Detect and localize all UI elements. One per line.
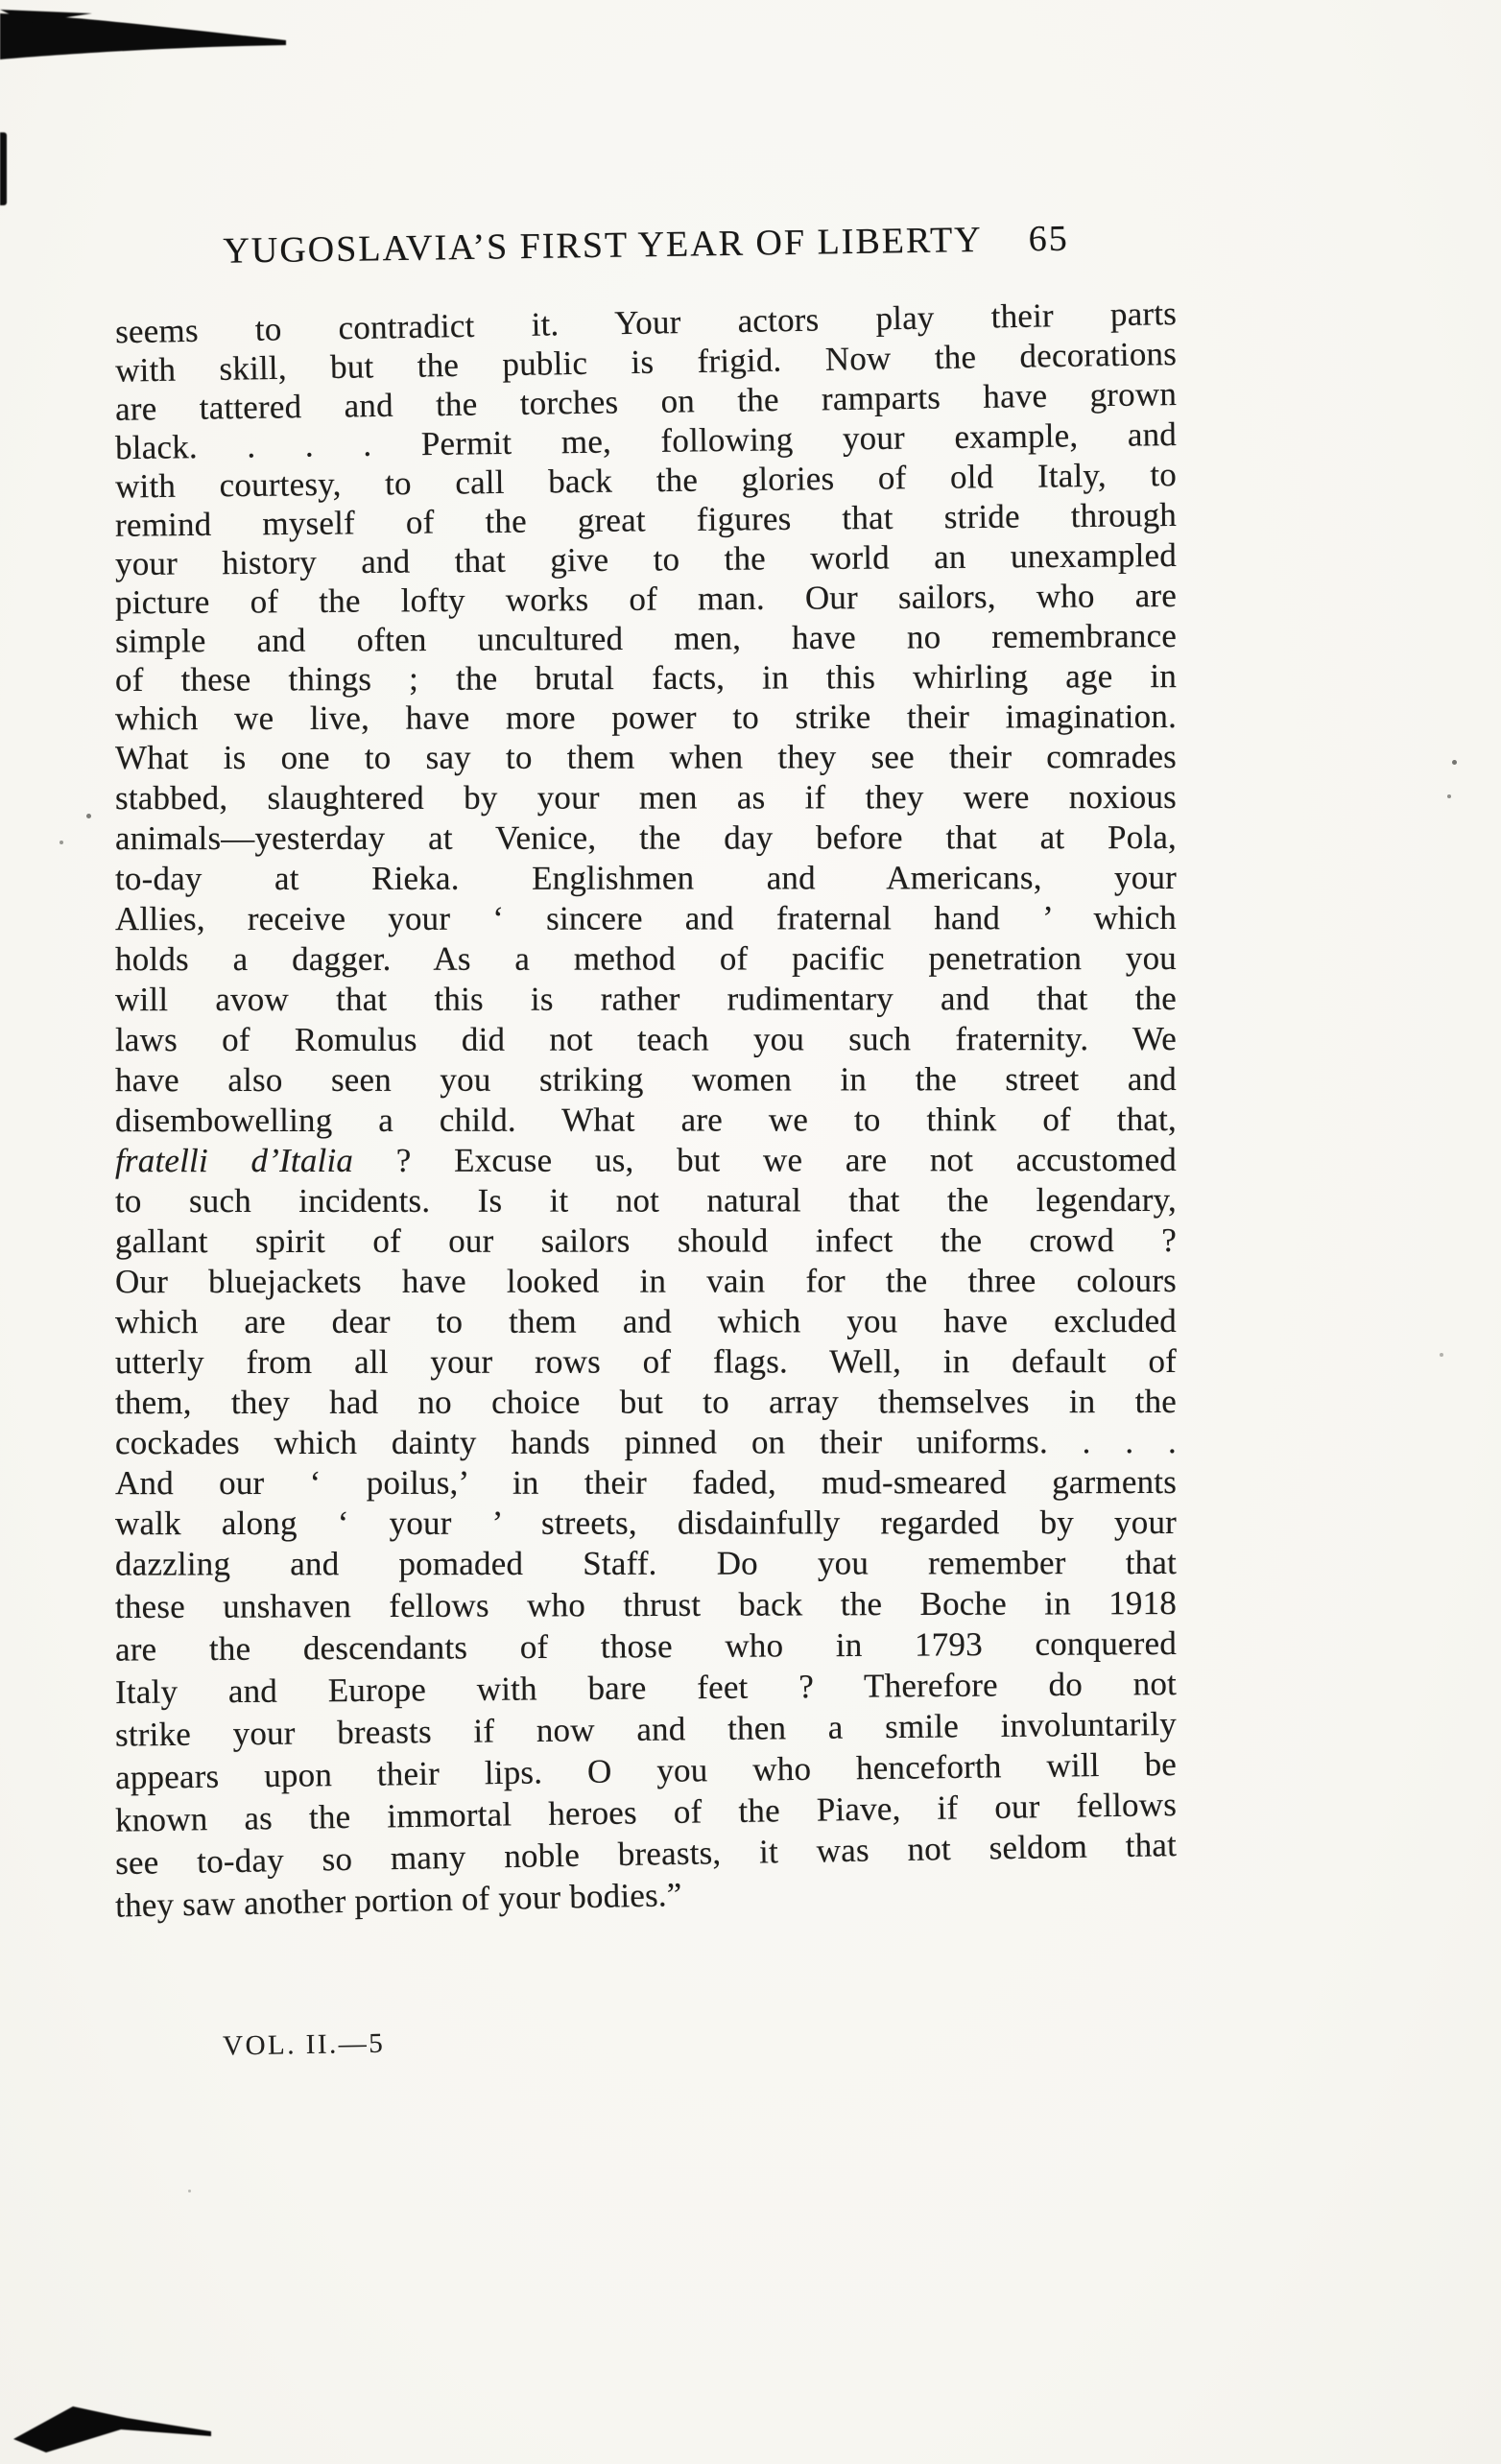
text-segment: which are dear to them and which you have excluded xyxy=(114,1302,1178,1341)
scan-speck xyxy=(1447,794,1451,798)
text-segment: will avow that this is rather rudimentary and that the xyxy=(114,980,1178,1019)
text-segment: your history and that give to the world an unexampled xyxy=(114,536,1178,583)
text-line xyxy=(115,1462,1177,1504)
text-segment: simple and often uncultured men, have no remembrance xyxy=(114,617,1178,660)
text-line xyxy=(115,1543,1177,1585)
text-segment: see to-day so many noble breasts, it was not seldom that xyxy=(114,1826,1178,1883)
text-segment: strike your breasts if now and then a smile involuntarily xyxy=(114,1705,1178,1754)
page-title: YUGOSLAVIA’S FIRST YEAR OF LIBERTY xyxy=(223,220,983,272)
text-segment: with skill, but the public is frigid. Now the decorations xyxy=(114,335,1178,390)
scan-speck xyxy=(1440,1353,1443,1357)
text-line xyxy=(115,1422,1177,1463)
text-line xyxy=(115,1019,1177,1060)
text-line xyxy=(115,737,1177,778)
text-line xyxy=(115,938,1177,980)
text-line xyxy=(115,616,1177,662)
text-segment: known as the immortal heroes of the Piave, if our fellows xyxy=(114,1786,1178,1839)
text-segment: to-day at Rieka. Englishmen and Americans, your xyxy=(114,859,1178,898)
text-line xyxy=(115,1341,1177,1383)
text-line xyxy=(115,1301,1177,1342)
text-segment: are tattered and the torches on the ramparts have grown xyxy=(114,375,1178,428)
text-segment: disembowelling a child. What are we to think of that, xyxy=(114,1101,1178,1140)
scan-speck xyxy=(86,814,91,818)
text-segment: picture of the lofty works of man. Our sailors, who are xyxy=(114,577,1178,622)
body-text xyxy=(114,294,1178,1925)
text-segment: utterly from all your rows of flags. Well, in default of xyxy=(114,1342,1178,1382)
text-segment: they saw another portion of your bodies.” xyxy=(114,1876,682,1925)
text-line xyxy=(115,1220,1177,1262)
text-segment: remind myself of the great figures that stride through xyxy=(114,496,1178,544)
volume-signature: VOL. II.—5 xyxy=(222,2027,386,2062)
text-segment: have also seen you striking women in the street and xyxy=(114,1060,1178,1100)
text-segment: dazzling and pomaded Staff. Do you remember that xyxy=(114,1544,1178,1583)
text-segment: to such incidents. Is it not natural that the legendary, xyxy=(114,1181,1178,1220)
page-number: 65 xyxy=(1028,218,1069,260)
scan-speck xyxy=(1452,760,1457,765)
text-line xyxy=(115,979,1177,1020)
text-segment: Allies, receive your ‘ sincere and fraternal hand ’ which xyxy=(114,899,1178,938)
text-line xyxy=(115,1261,1177,1302)
text-segment: And our ‘ poilus,’ in their faded, mud-smeared garments xyxy=(114,1463,1178,1503)
text-line xyxy=(115,898,1177,939)
text-line xyxy=(115,858,1177,899)
text-segment: stabbed, slaughtered by your men as if they were noxious xyxy=(114,778,1178,817)
text-segment: gallant spirit of our sailors should infect the crowd ? xyxy=(114,1221,1178,1261)
scan-speck xyxy=(188,2190,191,2192)
page-content xyxy=(114,215,1178,2062)
scan-smudge-bottom-left-icon xyxy=(13,2405,215,2456)
text-line xyxy=(115,1100,1177,1141)
text-segment: seems to contradict it. Your actors play their parts xyxy=(114,295,1178,351)
text-segment: ? Excuse us, but we are not accustomed xyxy=(353,1141,1178,1179)
scan-mark-left-edge xyxy=(0,132,7,205)
text-line xyxy=(115,1180,1177,1221)
text-segment: appears upon their lips. O you who henceforth will be xyxy=(114,1745,1178,1797)
text-segment: Our bluejackets have looked in vain for the three colours xyxy=(114,1262,1178,1301)
text-segment: walk along ‘ your ’ streets, disdainfully regarded by your xyxy=(114,1504,1178,1543)
text-line xyxy=(115,1382,1177,1423)
text-line xyxy=(115,1623,1177,1670)
text-segment: laws of Romulus did not teach you such fraternity. We xyxy=(114,1020,1178,1059)
text-line xyxy=(115,1140,1177,1181)
text-line xyxy=(115,777,1177,818)
text-segment: Italy and Europe with bare feet ? Therefore do not xyxy=(114,1665,1178,1712)
text-segment: which we live, have more power to strike their imagination. xyxy=(114,698,1178,738)
text-line xyxy=(115,817,1177,859)
text-line xyxy=(115,1583,1177,1627)
text-segment: What is one to say to them when they see their comrades xyxy=(114,738,1178,777)
text-segment: with courtesy, to call back the glories of old Italy, to xyxy=(114,456,1178,506)
text-segment: are the descendants of those who in 1793 conquered xyxy=(114,1624,1178,1669)
italic-phrase: fratelli d’Italia xyxy=(114,1141,354,1180)
scan-smudge-top-left-icon xyxy=(0,6,290,69)
text-segment: black. . . . Permit me, following your example, and xyxy=(114,415,1178,467)
text-segment: them, they had no choice but to array themselves in the xyxy=(114,1383,1178,1422)
text-segment: these unshaven fellows who thrust back the Boche in 1918 xyxy=(114,1584,1178,1626)
text-segment: animals—yesterday at Venice, the day before that at Pola, xyxy=(114,818,1178,858)
running-header xyxy=(115,215,1178,274)
text-line xyxy=(115,1059,1177,1101)
text-line xyxy=(115,656,1177,700)
text-segment: holds a dagger. As a method of pacific penetration you xyxy=(114,939,1178,979)
scan-speck xyxy=(60,841,63,844)
text-segment: of these things ; the brutal facts, in this whirling age in xyxy=(114,657,1178,699)
text-segment: cockades which dainty hands pinned on their uniforms. . . . xyxy=(114,1423,1178,1462)
text-line xyxy=(115,1503,1177,1544)
text-line xyxy=(115,697,1177,739)
